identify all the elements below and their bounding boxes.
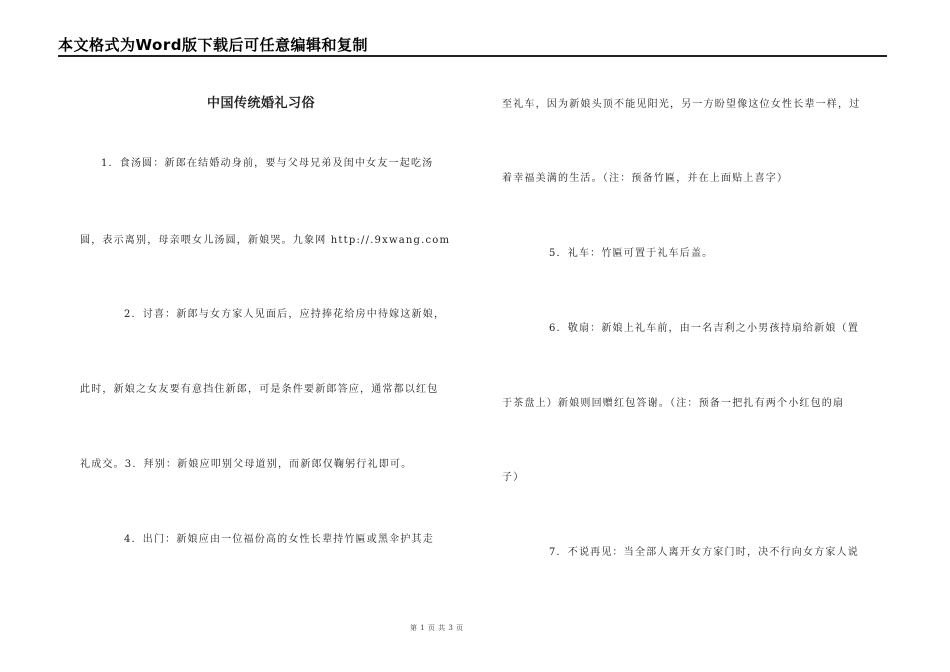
left-paragraph-line: 4．出门：新娘应由一位福份高的女性长辈持竹匾或黑伞护其走	[124, 534, 434, 545]
page-number: 第 1 页 共 3 页	[410, 624, 464, 632]
left-paragraph-line: 礼成交。3．拜别：新娘应叩别父母道别，而新郎仅鞠躬行礼即可。	[80, 459, 413, 470]
document-title: 中国传统婚礼习俗	[207, 96, 316, 111]
right-paragraph-line: 7．不说再见：当全部人离开女方家门时，决不行向女方家人说	[549, 547, 859, 558]
right-paragraph-line: 5．礼车：竹匾可置于礼车后盖。	[549, 248, 714, 259]
right-paragraph-line: 于茶盘上）新娘则回赠红包答谢。（注：预备一把扎有两个小红包的扇	[502, 398, 845, 409]
right-paragraph-line: 着幸福美满的生活。（注：预备竹匾，并在上面贴上喜字）	[502, 173, 789, 184]
header-divider	[58, 55, 887, 57]
left-paragraph-line: 圆，表示离别，母亲喂女儿汤圆，新娘哭。九象网 http://.9xwang.com	[80, 235, 451, 246]
right-paragraph-line: 子）	[502, 472, 525, 483]
right-paragraph-line: 6．敬扇：新娘上礼车前，由一名吉利之小男孩持扇给新娘（置	[549, 323, 859, 334]
left-paragraph-line: 2．讨喜：新郎与女方家人见面后，应持捧花给房中待嫁这新娘，	[124, 309, 446, 320]
left-paragraph-line: 此时，新娘之女友要有意挡住新郎，可是条件要新郎答应，通常都以红包	[80, 384, 439, 395]
left-paragraph-line: 1．食汤圆：新郎在结婚动身前，要与父母兄弟及闺中女友一起吃汤	[101, 158, 434, 169]
right-paragraph-line: 至礼车，因为新娘头顶不能见阳光，另一方盼望像这位女性长辈一样，过	[502, 99, 861, 110]
document-header: 本文格式为Word版下载后可任意编辑和复制	[58, 36, 368, 54]
